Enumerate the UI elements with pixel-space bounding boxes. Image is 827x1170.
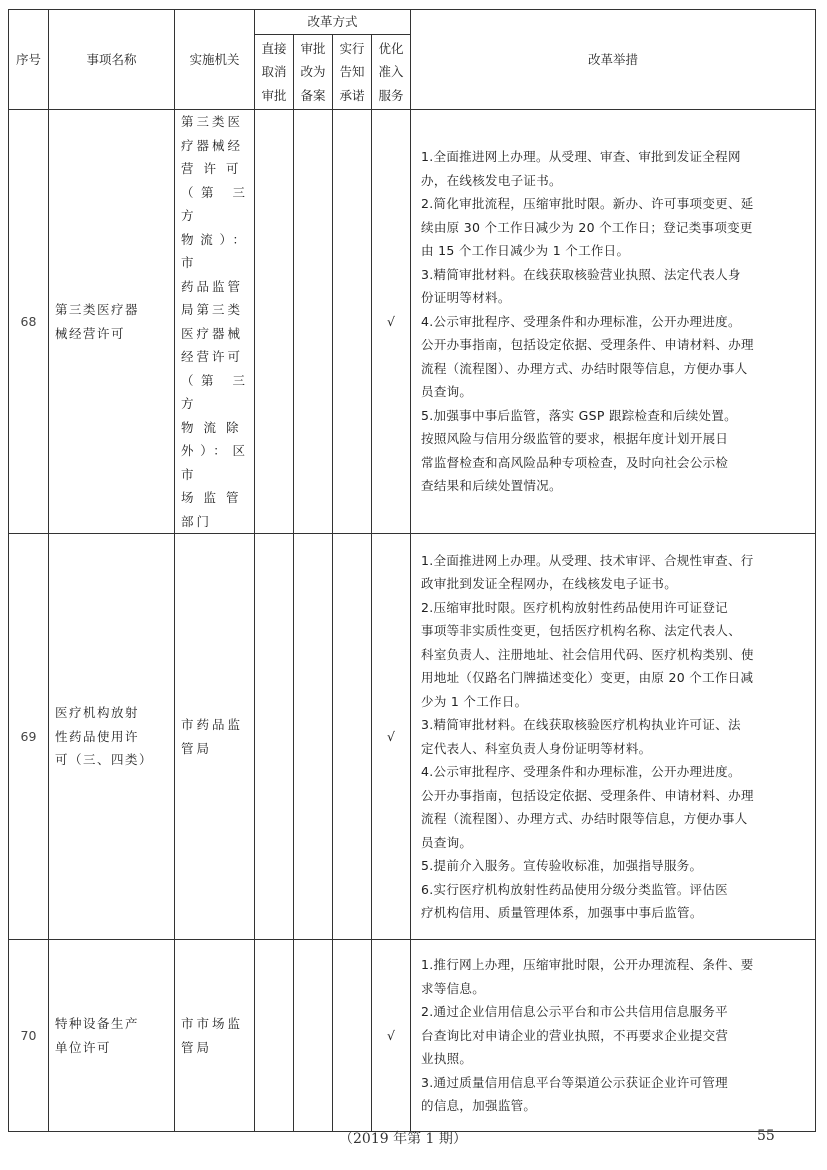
table-row bbox=[9, 534, 816, 940]
agency-line: 物流）：市 bbox=[181, 231, 248, 270]
measure-line: 2.压缩审批时限。医疗机构放射性药品使用许可证登记 bbox=[421, 599, 728, 615]
agency-line: 疗器械经 bbox=[181, 137, 244, 153]
name-line: 可（三、四类） bbox=[55, 752, 154, 768]
cell-direct-cancel bbox=[255, 110, 294, 534]
measure-line: 1.全面推进网上办理。从受理、技术审评、合规性审查、行 bbox=[421, 552, 754, 568]
row-seq: 69 bbox=[9, 534, 49, 940]
table-header bbox=[9, 10, 816, 110]
row-item-name bbox=[49, 110, 175, 534]
name-line: 械经营许可 bbox=[55, 325, 126, 341]
name-line: 医疗机构放射 bbox=[55, 705, 140, 721]
agency-line: 经营许可 bbox=[181, 349, 244, 364]
agency-line: 管局 bbox=[181, 1039, 213, 1055]
measure-line: 员查询。 bbox=[421, 384, 473, 400]
agency-line: （第 三 方 bbox=[181, 184, 248, 223]
header-mode-line: 服务 bbox=[378, 87, 404, 103]
measure-line: 5.提前介入服务。宣传验收标准，加强指导服务。 bbox=[421, 858, 703, 873]
agency-line: 营 许 可 bbox=[181, 161, 242, 176]
agency-line: 物 流 除 bbox=[181, 419, 242, 435]
check-mark: √ bbox=[372, 534, 411, 940]
name-line: 第三类医疗器 bbox=[55, 302, 140, 317]
agency-line: 药品监管 bbox=[181, 278, 244, 294]
measure-line: 4.公示审批程序、受理条件和办理标准，公开办理进度。 bbox=[421, 313, 741, 329]
measure-line: 按照风险与信用分级监管的要求，根据年度计划开展日 bbox=[421, 431, 729, 447]
name-line: 特种设备生产 bbox=[55, 1016, 140, 1031]
table-row bbox=[9, 110, 816, 534]
cell-to-filing bbox=[294, 534, 333, 940]
measure-line: 查结果和后续处置情况。 bbox=[421, 478, 562, 494]
measure-line: 科室负责人、注册地址、社会信用代码、医疗机构类别、使 bbox=[421, 646, 754, 662]
header-mode-line: 优化 bbox=[378, 40, 404, 56]
measure-line: 6.实行医疗机构放射性药品使用分级分类监管。评估医 bbox=[421, 881, 728, 897]
measure-line: 流程（流程图）、办理方式、办结时限等信息，方便办事人 bbox=[421, 811, 748, 826]
agency-line: 医疗器械 bbox=[181, 325, 244, 341]
measure-line: 事项等非实质性变更，包括医疗机构名称、法定代表人、 bbox=[421, 623, 742, 638]
header-reform-mode: 改革方式 bbox=[255, 10, 411, 35]
measure-line: 政审批到发证全程网办，在线核发电子证书。 bbox=[421, 576, 678, 591]
agency-line: 第三类医 bbox=[181, 114, 244, 129]
header-mode-line: 审批 bbox=[261, 87, 287, 103]
measure-line: 台查询比对申请企业的营业执照，不再要求企业提交营 bbox=[421, 1027, 729, 1043]
header-mode-line: 告知 bbox=[339, 64, 365, 80]
agency-line: 市药品监 bbox=[181, 717, 244, 732]
agency-line: 管局 bbox=[181, 740, 213, 756]
measure-line: 3.精简审批材料。在线获取核验医疗机构执业许可证、法 bbox=[421, 717, 741, 732]
row-agency bbox=[175, 110, 255, 534]
measure-line: 1.全面推进网上办理。从受理、审查、审批到发证全程网 bbox=[421, 149, 741, 165]
measure-line: 的信息，加强监管。 bbox=[421, 1098, 537, 1114]
measure-line: 常监督检查和高风险品种专项检查，及时向社会公示检 bbox=[421, 454, 729, 470]
measure-line: 员查询。 bbox=[421, 834, 473, 850]
header-mode-line: 备案 bbox=[300, 87, 326, 103]
cell-direct-cancel bbox=[255, 534, 294, 940]
name-line: 性药品使用许 bbox=[55, 728, 140, 744]
issue-label: （2019 年第 1 期） bbox=[339, 1131, 467, 1147]
check-mark: √ bbox=[372, 940, 411, 1132]
page-footer bbox=[0, 1128, 827, 1152]
cell-to-filing bbox=[294, 940, 333, 1132]
header-seq: 序号 bbox=[9, 10, 49, 110]
header-measures: 改革举措 bbox=[411, 10, 816, 110]
row-measures bbox=[411, 534, 816, 940]
header-mode-optimize-service bbox=[372, 35, 411, 110]
header-mode-line: 改为 bbox=[300, 64, 326, 80]
row-seq: 68 bbox=[9, 110, 49, 534]
agency-line: 局第三类 bbox=[181, 302, 244, 317]
header-mode-line: 准入 bbox=[378, 64, 404, 80]
header-mode-to-filing bbox=[294, 35, 333, 110]
measure-line: 疗机构信用、质量管理体系，加强事中事后监管。 bbox=[421, 905, 703, 920]
header-agency: 实施机关 bbox=[175, 10, 255, 110]
check-mark: √ bbox=[372, 110, 411, 534]
measure-line: 1.推行网上办理，压缩审批时限，公开办理流程、条件、要 bbox=[421, 957, 754, 973]
row-measures bbox=[411, 940, 816, 1132]
measure-line: 业执照。 bbox=[421, 1051, 473, 1067]
row-item-name bbox=[49, 940, 175, 1132]
header-mode-line: 承诺 bbox=[339, 87, 365, 103]
cell-notify-commit bbox=[333, 534, 372, 940]
header-item-name: 事项名称 bbox=[49, 10, 175, 110]
header-mode-notify-commit bbox=[333, 35, 372, 110]
agency-line: 场 监 管 bbox=[181, 490, 242, 505]
header-mode-line: 取消 bbox=[261, 64, 287, 80]
measure-line: 5.加强事中事后监管，落实 GSP 跟踪检查和后续处置。 bbox=[421, 407, 737, 423]
reform-measures-table bbox=[8, 9, 816, 1132]
table-row bbox=[9, 940, 816, 1132]
row-item-name bbox=[49, 534, 175, 940]
measure-line: 公开办事指南，包括设定依据、受理条件、申请材料、办理 bbox=[421, 337, 754, 353]
measure-line: 3.精简审批材料。在线获取核验营业执照、法定代表人身 bbox=[421, 266, 741, 282]
cell-notify-commit bbox=[333, 110, 372, 534]
cell-direct-cancel bbox=[255, 940, 294, 1132]
page-number: 55 bbox=[757, 1128, 775, 1144]
row-seq: 70 bbox=[9, 940, 49, 1132]
header-mode-line: 直接 bbox=[261, 40, 287, 56]
measure-line: 3.通过质量信用信息平台等渠道公示获证企业许可管理 bbox=[421, 1074, 728, 1090]
agency-line: （第 三 方 bbox=[181, 372, 248, 411]
agency-line: 市市场监 bbox=[181, 1016, 244, 1031]
measure-line: 用地址（仅路名门牌描述变化）变更，由原 20 个工作日减 bbox=[421, 670, 754, 685]
measure-line: 办，在线核发电子证书。 bbox=[421, 172, 562, 188]
measure-line: 2.通过企业信用信息公示平台和市公共信用信息服务平 bbox=[421, 1004, 728, 1020]
row-agency bbox=[175, 534, 255, 940]
measure-line: 2.简化审批流程，压缩审批时限。新办、许可事项变更、延 bbox=[421, 196, 754, 212]
measure-line: 公开办事指南，包括设定依据、受理条件、申请材料、办理 bbox=[421, 787, 754, 803]
header-mode-line: 实行 bbox=[339, 40, 365, 56]
cell-notify-commit bbox=[333, 940, 372, 1132]
measure-line: 份证明等材料。 bbox=[421, 290, 511, 306]
row-agency bbox=[175, 940, 255, 1132]
measure-line: 4.公示审批程序、受理条件和办理标准，公开办理进度。 bbox=[421, 764, 741, 779]
agency-line: 部门 bbox=[181, 513, 213, 529]
measure-line: 少为 1 个工作日。 bbox=[421, 693, 528, 709]
measure-line: 续由原 30 个工作日减少为 20 个工作日；登记类事项变更 bbox=[421, 219, 753, 235]
row-measures bbox=[411, 110, 816, 534]
measure-line: 求等信息。 bbox=[421, 980, 486, 996]
header-mode-direct-cancel bbox=[255, 35, 294, 110]
measure-line: 流程（流程图）、办理方式、办结时限等信息，方便办事人 bbox=[421, 360, 748, 376]
measure-line: 由 15 个工作日减少为 1 个工作日。 bbox=[421, 243, 630, 259]
agency-line: 外）：区市 bbox=[181, 443, 248, 482]
cell-to-filing bbox=[294, 110, 333, 534]
header-mode-line: 审批 bbox=[300, 40, 326, 56]
name-line: 单位许可 bbox=[55, 1039, 112, 1055]
measure-line: 定代表人、科室负责人身份证明等材料。 bbox=[421, 740, 652, 756]
